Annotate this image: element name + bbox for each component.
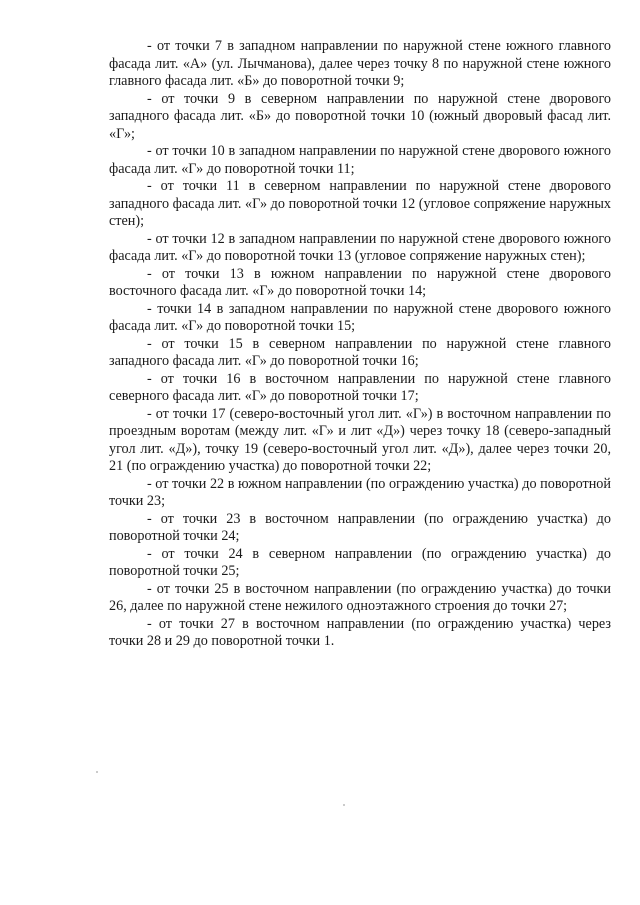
boundary-segment-paragraph: - от точки 7 в западном направлении по наружной стене южного главного фасада лит. «А» (ул. Лычманова), далее через точку 8 по наружной стене южного главного фасада лит. «Б» до поворотной точки 9; xyxy=(109,38,611,89)
boundary-segment-paragraph: - от точки 15 в северном направлении по наружной стене главного западного фасада лит. «Г» до поворотной точки 16; xyxy=(109,335,611,369)
boundary-segment-paragraph: - точки 14 в западном направлении по наружной стене дворового южного фасада лит. «Г» до поворотной точки 15; xyxy=(109,300,611,334)
scan-speck xyxy=(96,771,98,773)
boundary-segment-paragraph: - от точки 27 в восточном направлении (по ограждению участка) через точки 28 и 29 до поворотной точки 1. xyxy=(109,615,611,649)
boundary-segment-paragraph: - от точки 11 в северном направлении по наружной стене дворового западного фасада лит. «Г» до поворотной точки 12 (угловое сопряжение наружных стен); xyxy=(109,178,611,229)
boundary-segment-paragraph: - от точки 23 в восточном направлении (по ограждению участка) до поворотной точки 24; xyxy=(109,510,611,544)
boundary-segment-paragraph: - от точки 17 (северо-восточный угол лит. «Г») в восточном направлении по проездным воротам (между лит. «Г» и лит «Д») через точку 18 (северо-западный угол лит. «Д»), точку 19 (северо-восточный угол лит. «Д»), далее через точки 20, 21 (по ограждению участка) до поворотной точки 22; xyxy=(109,405,611,474)
boundary-segment-paragraph: - от точки 22 в южном направлении (по ограждению участка) до поворотной точки 23; xyxy=(109,475,611,509)
boundary-segment-paragraph: - от точки 9 в северном направлении по наружной стене дворового западного фасада лит. «Б» до поворотной точки 10 (южный дворовый фасад лит. «Г»; xyxy=(109,90,611,142)
boundary-segment-paragraph: - от точки 16 в восточном направлении по наружной стене главного северного фасада лит. «Г» до поворотной точки 17; xyxy=(109,370,611,404)
boundary-segment-paragraph: - от точки 10 в западном направлении по наружной стене дворового южного фасада лит. «Г» до поворотной точки 11; xyxy=(109,143,611,177)
boundary-segment-paragraph: - от точки 13 в южном направлении по наружной стене дворового восточного фасада лит. «Г» до поворотной точки 14; xyxy=(109,265,611,299)
boundary-segment-paragraph: - от точки 25 в восточном направлении (по ограждению участка) до точки 26, далее по наружной стене нежилого одноэтажного строения до точки 27; xyxy=(109,580,611,614)
document-body xyxy=(109,38,611,651)
boundary-segment-paragraph: - от точки 12 в западном направлении по наружной стене дворового южного фасада лит. «Г» до поворотной точки 13 (угловое сопряжение наружных стен); xyxy=(109,230,611,264)
boundary-segment-paragraph: - от точки 24 в северном направлении (по ограждению участка) до поворотной точки 25; xyxy=(109,545,611,579)
scan-speck xyxy=(343,804,345,806)
